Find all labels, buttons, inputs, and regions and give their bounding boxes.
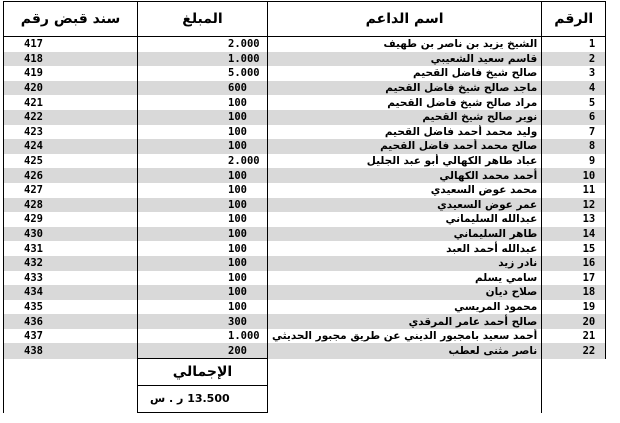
table-row (4, 183, 606, 198)
table-row (4, 241, 606, 256)
header-donor-name: اسم الداعم (268, 2, 542, 37)
receipt-number: 425 (4, 154, 138, 169)
total-value: 13.500 ر . س (138, 386, 268, 413)
row-number: 21 (542, 329, 606, 344)
donation-amount: 100 (138, 271, 268, 286)
donation-amount: 2.000 (138, 37, 268, 52)
donation-amount: 100 (138, 110, 268, 125)
row-number: 8 (542, 139, 606, 154)
donation-amount: 100 (138, 95, 268, 110)
donation-amount: 100 (138, 227, 268, 242)
table-row (4, 139, 606, 154)
donor-name: ناصر مثنى لعطب (268, 343, 542, 358)
table-row (4, 52, 606, 67)
table-row (4, 110, 606, 125)
donation-amount: 100 (138, 256, 268, 271)
table-row (4, 154, 606, 169)
row-number: 14 (542, 227, 606, 242)
receipt-number: 428 (4, 198, 138, 213)
donor-name: صالح أحمد عامر المرقدي (268, 314, 542, 329)
donor-name: عبدالله أحمد العبد (268, 241, 542, 256)
table-row (4, 329, 606, 344)
table-row (4, 227, 606, 242)
table-row (4, 95, 606, 110)
donor-name: عباد طاهر الكهالي أبو عبد الجليل (268, 154, 542, 169)
donor-name: ماجد صالح شيخ فاضل القحيم (268, 81, 542, 96)
table-row (4, 256, 606, 271)
receipt-number: 437 (4, 329, 138, 344)
table-row (4, 314, 606, 329)
donation-amount: 600 (138, 81, 268, 96)
table-row (4, 168, 606, 183)
receipt-number: 417 (4, 37, 138, 52)
donation-amount: 100 (138, 241, 268, 256)
donor-name: أحمد سعيد بامجبور الديني عن طريق مجبور الحديثي (268, 329, 542, 344)
table-row (4, 343, 606, 358)
row-number: 22 (542, 343, 606, 358)
receipt-number: 433 (4, 271, 138, 286)
donor-name: قاسم سعيد الشعيبي (268, 52, 542, 67)
donor-name: محمود المريسي (268, 300, 542, 315)
donation-amount: 100 (138, 139, 268, 154)
donation-amount: 100 (138, 300, 268, 315)
row-number: 6 (542, 110, 606, 125)
donation-amount: 100 (138, 125, 268, 140)
receipt-number: 431 (4, 241, 138, 256)
table-row (4, 66, 606, 81)
table-row (4, 81, 606, 96)
table-row (4, 300, 606, 315)
donation-amount: 1.000 (138, 52, 268, 67)
receipt-number: 426 (4, 168, 138, 183)
donor-name: صالح شيخ فاضل القحيم (268, 66, 542, 81)
receipt-number: 435 (4, 300, 138, 315)
donor-name: أحمد محمد الكهالي (268, 168, 542, 183)
receipt-number: 419 (4, 66, 138, 81)
donation-amount: 100 (138, 183, 268, 198)
table-row (4, 198, 606, 213)
table-row (4, 37, 606, 52)
row-number: 10 (542, 168, 606, 183)
donor-name: صالح محمد أحمد فاضل القحيم (268, 139, 542, 154)
header-receipt: سند قبض رقم (4, 2, 138, 37)
row-number: 1 (542, 37, 606, 52)
total-label: الإجمالي (138, 359, 268, 386)
header-amount: المبلغ (138, 2, 268, 37)
receipt-number: 434 (4, 285, 138, 300)
header-row (4, 2, 606, 37)
total-row (4, 359, 606, 386)
row-number: 3 (542, 66, 606, 81)
donor-name: نادر زيد (268, 256, 542, 271)
donor-name: نوير صالح شيخ القحيم (268, 110, 542, 125)
receipt-number: 418 (4, 52, 138, 67)
donation-amount: 100 (138, 212, 268, 227)
row-number: 12 (542, 198, 606, 213)
table-row (4, 212, 606, 227)
row-number: 4 (542, 81, 606, 96)
row-number: 13 (542, 212, 606, 227)
header-number: الرقم (542, 2, 606, 37)
donor-name: الشيخ يزيد بن ناصر بن طهيف (268, 37, 542, 52)
donor-name: عمر عوض السعيدي (268, 198, 542, 213)
donation-amount: 300 (138, 314, 268, 329)
donation-amount: 100 (138, 198, 268, 213)
donor-name: طاهر السليماني (268, 227, 542, 242)
row-number: 18 (542, 285, 606, 300)
receipt-number: 429 (4, 212, 138, 227)
table-body (4, 37, 606, 359)
row-number: 17 (542, 271, 606, 286)
receipt-number: 432 (4, 256, 138, 271)
row-number: 11 (542, 183, 606, 198)
donation-amount: 5.000 (138, 66, 268, 81)
donors-table (3, 1, 606, 413)
row-number: 5 (542, 95, 606, 110)
donation-amount: 100 (138, 285, 268, 300)
row-number: 19 (542, 300, 606, 315)
receipt-number: 423 (4, 125, 138, 140)
donor-name: وليد محمد أحمد فاضل القحيم (268, 125, 542, 140)
row-number: 20 (542, 314, 606, 329)
receipt-number: 422 (4, 110, 138, 125)
donor-name: عبدالله السليماني (268, 212, 542, 227)
receipt-number: 421 (4, 95, 138, 110)
receipt-number: 436 (4, 314, 138, 329)
table-row (4, 125, 606, 140)
receipt-number: 430 (4, 227, 138, 242)
receipt-number: 427 (4, 183, 138, 198)
donor-name: صلاح ديان (268, 285, 542, 300)
donor-name: محمد عوض السعيدي (268, 183, 542, 198)
donation-amount: 100 (138, 168, 268, 183)
receipt-number: 438 (4, 343, 138, 358)
row-number: 2 (542, 52, 606, 67)
total-value-row (4, 386, 606, 413)
row-number: 15 (542, 241, 606, 256)
table-row (4, 285, 606, 300)
receipt-number: 420 (4, 81, 138, 96)
donor-name: مراد صالح شيخ فاضل القحيم (268, 95, 542, 110)
donor-name: سامي يسلم (268, 271, 542, 286)
donation-amount: 200 (138, 343, 268, 358)
donation-amount: 2.000 (138, 154, 268, 169)
row-number: 9 (542, 154, 606, 169)
row-number: 7 (542, 125, 606, 140)
donation-amount: 1.000 (138, 329, 268, 344)
row-number: 16 (542, 256, 606, 271)
receipt-number: 424 (4, 139, 138, 154)
table-row (4, 271, 606, 286)
